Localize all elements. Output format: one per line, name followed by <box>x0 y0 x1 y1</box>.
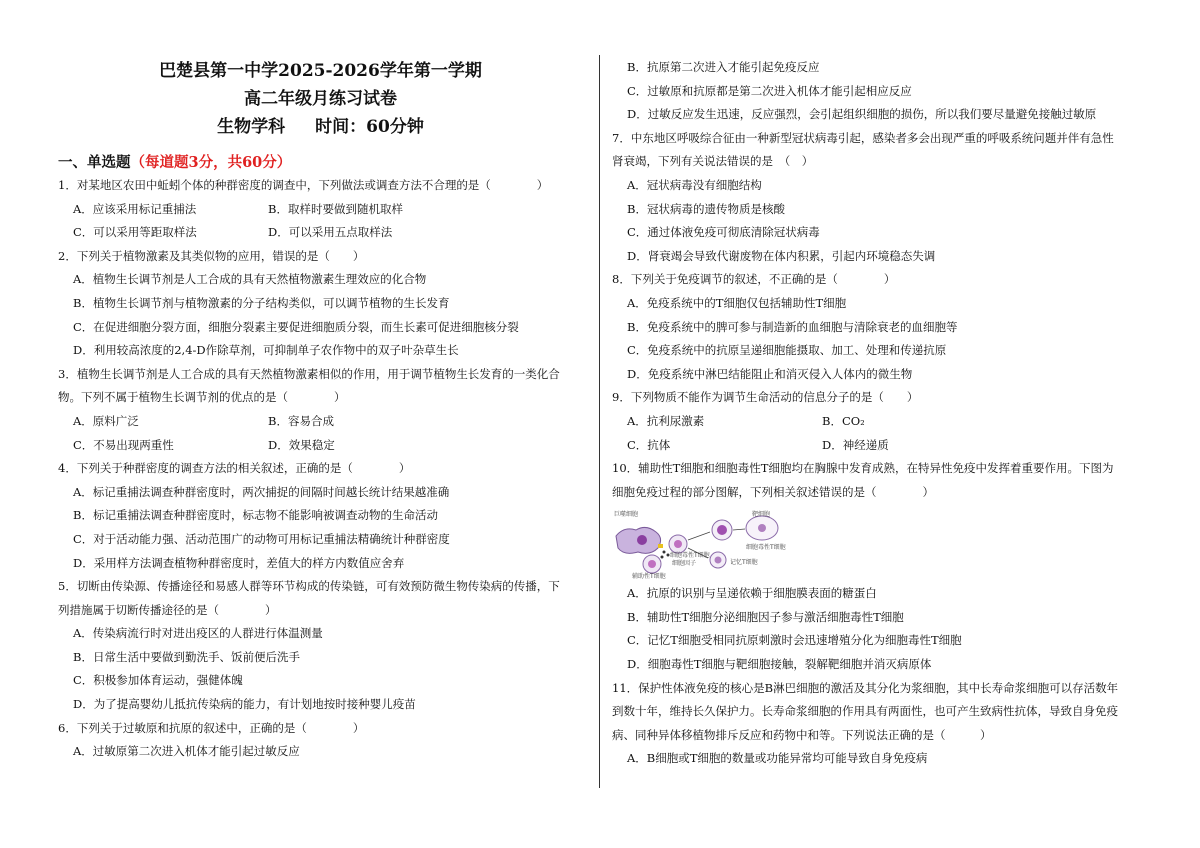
option: B．免疫系统中的脾可参与制造新的血细胞与清除衰老的血细胞等 <box>627 319 958 334</box>
school-title: 巴楚县第一中学2025-2026学年第一学期 <box>159 61 482 81</box>
left-question <box>58 457 583 575</box>
question-stem: 物。下列不属于植物生长调节剂的优点的是（ ） <box>58 390 346 405</box>
question-stem: 细胞免疫过程的部分图解，下列相关叙述错误的是（ ） <box>612 484 934 499</box>
option: D．免疫系统中淋巴结能阻止和消灭侵入人体内的微生物 <box>627 366 913 381</box>
subject-time-line <box>58 116 583 139</box>
option: C．免疫系统中的抗原呈递细胞能摄取、加工、处理和传递抗原 <box>627 343 947 358</box>
helper-nucleus <box>648 560 656 568</box>
left-column <box>58 56 583 764</box>
target-nucleus <box>758 524 766 532</box>
left-question <box>58 363 583 457</box>
option: A．过敏原第二次进入机体才能引起过敏反应 <box>73 744 300 759</box>
section-title: 一、单选题 <box>58 154 131 171</box>
label-macrophage: 巨噬细胞 <box>614 511 639 519</box>
option: C．过敏原和抗原都是第二次进入机体才能引起相应反应 <box>627 83 912 98</box>
option: C．通过体液免疫可彻底清除冠状病毒 <box>627 225 820 240</box>
option-row <box>58 221 583 245</box>
time-label: 时间：60分钟 <box>315 117 424 137</box>
right-question <box>612 677 1152 771</box>
option: C．记忆T细胞受相同抗原刺激时会迅速增殖分化为细胞毒性T细胞 <box>627 633 962 648</box>
cytotoxic-nucleus <box>674 540 682 548</box>
exam-title: 高二年级月练习试卷 <box>244 89 397 109</box>
right-question <box>612 386 1152 457</box>
question-stem: 到数十年，维持长久保护力。长寿命浆细胞的作用具有两面性，也可产生致病性抗体，导致自身免疫 <box>612 704 1118 719</box>
option: D．细胞毒性T细胞与靶细胞接触，裂解靶细胞并消灭病原体 <box>627 657 932 672</box>
label-cytotoxic-t-cell-left: 细胞毒性T细胞 <box>670 552 710 560</box>
right-question <box>612 127 1152 269</box>
option: B．取样时要做到随机取样 <box>268 201 403 216</box>
subject-label: 生物学科 <box>217 117 286 137</box>
question-stem: 7．中东地区呼吸综合征由一种新型冠状病毒引起，感染者多会出现严重的呼吸系统问题并伴有急性 <box>612 130 1114 145</box>
option-row <box>612 434 1152 458</box>
option: D．神经递质 <box>822 437 889 452</box>
option: B．冠状病毒的遗传物质是核酸 <box>627 201 785 216</box>
question-stem: 11．保护性体液免疫的核心是B淋巴细胞的激活及其分化为浆细胞，其中长寿命浆细胞可以存活数年 <box>612 680 1119 695</box>
option: C．在促进细胞分裂方面，细胞分裂素主要促进细胞质分裂，而生长素可促进细胞核分裂 <box>73 319 519 334</box>
effector-nucleus <box>717 525 727 535</box>
option-row <box>612 410 1152 434</box>
label-cytokine: 细胞因子 <box>672 560 697 568</box>
label-helper-t-cell: 辅助性T细胞 <box>632 573 666 581</box>
option: D．为了提高婴幼儿抵抗传染病的能力，有计划地按时接种婴儿疫苗 <box>73 697 416 712</box>
option: D．效果稳定 <box>268 437 335 452</box>
option: C．不易出现两重性 <box>73 437 174 452</box>
question-stem: 肾衰竭，下列有关说法错误的是 （ ） <box>612 154 814 169</box>
question-stem: 列措施属于切断传播途径的是（ ） <box>58 602 277 617</box>
option: B．抗原第二次进入才能引起免疫反应 <box>627 60 820 74</box>
question-stem: 6．下列关于过敏原和抗原的叙述中，正确的是（ ） <box>58 720 365 735</box>
option: B．植物生长调节剂与植物激素的分子结构类似，可以调节植物的生长发育 <box>73 295 450 310</box>
left-question <box>58 245 583 363</box>
memory-nucleus <box>715 557 722 564</box>
question-stem: 9．下列物质不能作为调节生命活动的信息分子的是（ ） <box>612 390 919 405</box>
option: C．抗体 <box>627 437 671 452</box>
option: A．抗原的识别与呈递依赖于细胞膜表面的糖蛋白 <box>627 586 877 601</box>
option: B．容易合成 <box>268 413 334 428</box>
cell-immunity-figure <box>612 508 807 581</box>
question-stem: 1．对某地区农田中蚯蚓个体的种群密度的调查中，下列做法或调查方法不合理的是（ ） <box>58 178 549 192</box>
option: B．辅助性T细胞分泌细胞因子参与激活细胞毒性T细胞 <box>627 609 904 624</box>
question-stem: 8．下列关于免疫调节的叙述，不正确的是（ ） <box>612 272 896 287</box>
option-row <box>58 198 583 222</box>
left-question <box>58 717 583 764</box>
macrophage-nucleus <box>637 535 647 545</box>
option: A．免疫系统中的T细胞仅包括辅助性T细胞 <box>627 295 847 310</box>
antigen-marker <box>658 544 663 548</box>
q6-continued-options <box>612 56 1152 127</box>
option: D．可以采用五点取样法 <box>268 225 393 240</box>
right-question-list <box>612 127 1152 771</box>
arrow-to-target <box>733 529 745 530</box>
column-divider <box>599 55 600 788</box>
cytokine-dot-1 <box>663 551 666 554</box>
option: D．利用较高浓度的2,4-D作除草剂，可抑制单子农作物中的双子叶杂草生长 <box>73 343 459 358</box>
question-stem: 5．切断由传染源、传播途径和易感人群等环节构成的传染链，可有效预防微生物传染病的传播，下 <box>58 579 560 594</box>
right-question <box>612 457 1152 677</box>
option-row <box>58 410 583 434</box>
question-stem: 10．辅助性T细胞和细胞毒性T细胞均在胸腺中发育成熟，在特异性免疫中发挥着重要作用。下图为 <box>612 461 1114 476</box>
option: B．日常生活中要做到勤洗手、饭前便后洗手 <box>73 649 300 664</box>
option: D．过敏反应发生迅速，反应强烈，会引起组织细胞的损伤，所以我们要尽量避免接触过敏原 <box>627 107 1097 122</box>
cytokine-dot-3 <box>661 556 664 559</box>
option-row <box>58 434 583 458</box>
option: A．抗利尿激素 <box>627 413 705 428</box>
option: A．传染病流行时对进出疫区的人群进行体温测量 <box>73 626 323 641</box>
question-stem: 3．植物生长调节剂是人工合成的具有天然植物激素相似的作用，用于调节植物生长发育的一类化合 <box>58 366 560 381</box>
right-column <box>612 56 1152 771</box>
option: A．标记重捕法调查种群密度时，两次捕捉的间隔时间越长统计结果越准确 <box>73 484 450 499</box>
right-question <box>612 268 1152 386</box>
section-heading <box>58 152 583 174</box>
option: D．采用样方法调查植物种群密度时，差值大的样方内数值应舍弃 <box>73 555 405 570</box>
option: A．冠状病毒没有细胞结构 <box>627 177 762 192</box>
left-question <box>58 575 583 717</box>
option: A．植物生长调节剂是人工合成的具有天然植物激素生理效应的化合物 <box>73 272 427 287</box>
left-question-list <box>58 174 583 764</box>
question-stem: 4．下列关于种群密度的调查方法的相关叙述，正确的是（ ） <box>58 461 411 476</box>
option: A．原料广泛 <box>73 413 139 428</box>
option: C．对于活动能力强、活动范围广的动物可用标记重捕法精确统计种群密度 <box>73 531 450 546</box>
question-stem: 病、同种异体移植物排斥反应和药物中和等。下列说法正确的是（ ） <box>612 727 992 742</box>
option: C．积极参加体育运动，强健体魄 <box>73 673 243 688</box>
arrow-to-effector <box>688 532 710 540</box>
left-question <box>58 174 583 245</box>
option: A．B细胞或T细胞的数量或功能异常均可能导致自身免疫病 <box>627 751 928 766</box>
label-memory-t-cell: 记忆T细胞 <box>730 559 758 567</box>
option: A．应该采用标记重捕法 <box>73 201 197 216</box>
label-cytotoxic-t-cell: 细胞毒性T细胞 <box>746 544 786 552</box>
option: B．CO₂ <box>822 413 865 428</box>
section-note: （每道题3分，共60分） <box>130 154 292 171</box>
question-stem: 2．下列关于植物激素及其类似物的应用，错误的是（ ） <box>58 248 365 263</box>
option: D．肾衰竭会导致代谢废物在体内积累，引起内环境稳态失调 <box>627 248 936 263</box>
option: B．标记重捕法调查种群密度时，标志物不能影响被调查动物的生命活动 <box>73 508 438 523</box>
label-target-cell: 靶细胞 <box>752 511 771 519</box>
option: C．可以采用等距取样法 <box>73 225 197 240</box>
